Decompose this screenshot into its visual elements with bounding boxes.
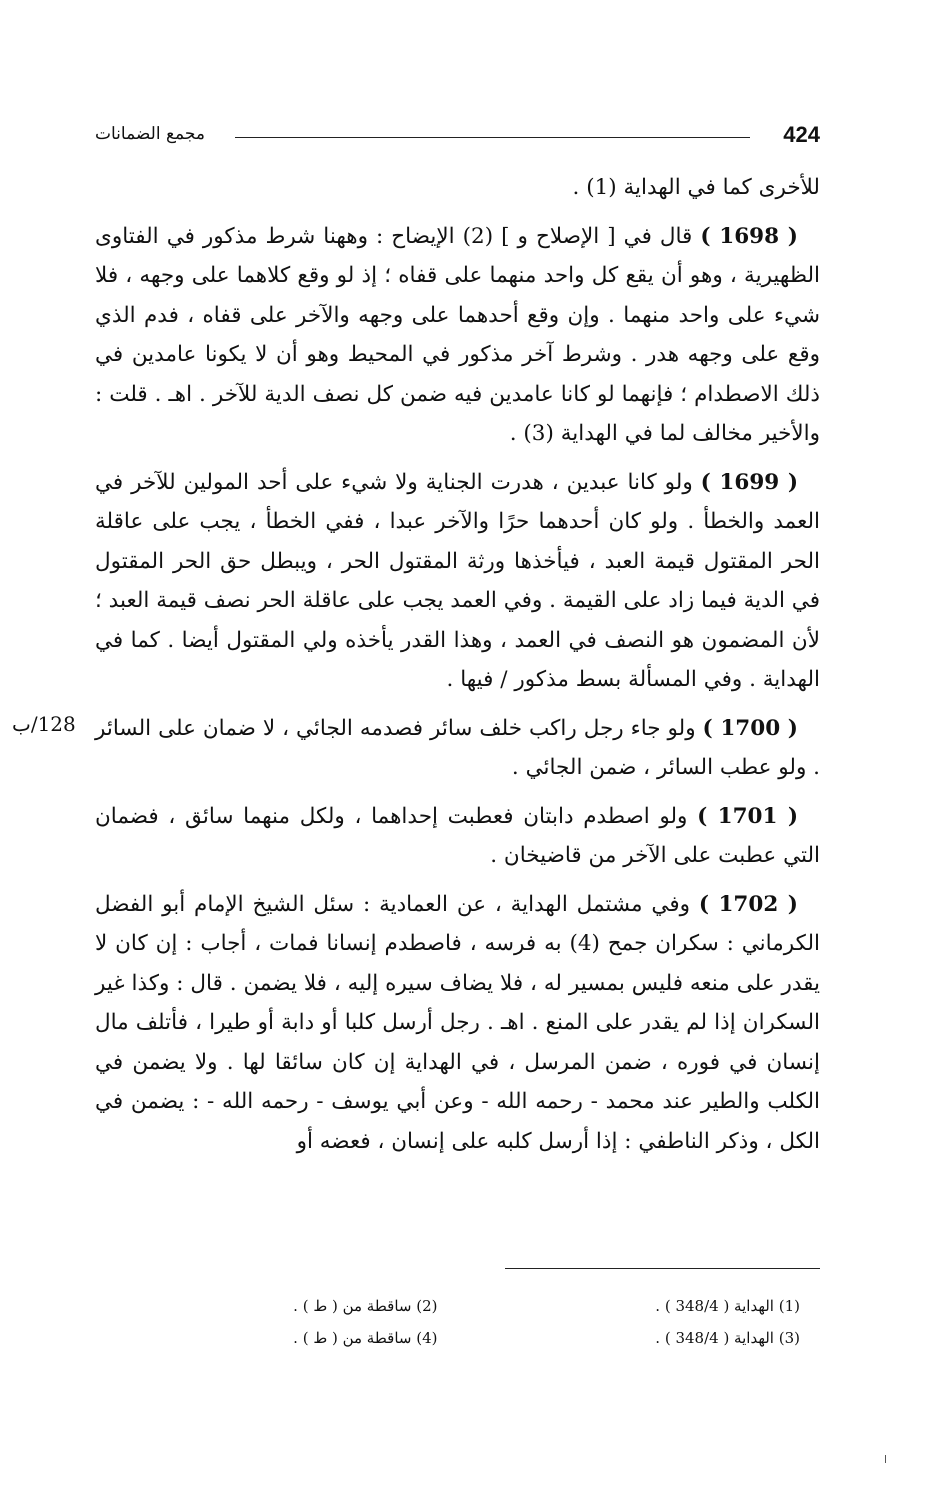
main-text: [95, 168, 820, 1170]
running-header: [95, 122, 820, 158]
paragraph: [95, 885, 820, 1162]
paragraph: [95, 797, 820, 876]
footnotes: [95, 1290, 820, 1354]
footnote: (3) الهداية ( 348/4 ) .: [655, 1329, 800, 1347]
issue-number: ( 1701 ): [697, 803, 798, 829]
footnote-row: [95, 1290, 820, 1322]
paragraph: [95, 168, 820, 208]
edge-mark: [885, 1455, 886, 1463]
paragraph: [95, 709, 820, 788]
paragraph: [95, 463, 820, 700]
paragraph: [95, 217, 820, 454]
paragraph-text: للأخرى كما في الهداية (1) .: [572, 175, 820, 200]
paragraph-text: ولو جاء رجل راكب خلف سائر فصدمه الجائي ، لا ضمان على السائر . ولو عطب السائر ، ضمن الجائي .: [95, 715, 820, 780]
paragraph-text: قال في [ الإصلاح و ] (2) الإيضاح : وههنا شرط مذكور في الفتاوى الظهيرية ، وهو أن يقع كل واحد منهما على قفاه ؛ إذ لو وقع كلاهما على وجهه ، فلا شيء على واحد منهما . وإن وقع أحدهما على وجهه والآخر على قفاه ، فدم الذي وقع على وجهه هدر . وشرط آخر مذكور في المحيط وهو أن لا يكونا عامدين في ذلك الاصطدام ؛ فإنهما لو كانا عامدين فيه ضمن كل نصف الدية للآخر . اهـ . قلت : والأخير مخالف لما في الهداية (3) .: [95, 223, 820, 446]
page-number: 424: [783, 122, 820, 147]
issue-number: ( 1700 ): [702, 715, 798, 741]
manuscript-folio-note: 128/ب: [12, 712, 76, 736]
footnote: (2) ساقطة من ( ط ) .: [293, 1297, 438, 1315]
issue-number: ( 1702 ): [698, 891, 798, 917]
paragraph-text: ولو كانا عبدين ، هدرت الجناية ولا شيء على أحد المولين للآخر في العمد والخطأ . ولو كان أحدهما حرًا والآخر عبدا ، ففي الخطأ ، يجب على عاقلة الحر المقتول قيمة العبد ، فيأخذها ورثة المقتول الحر ، ويبطل حق الحر المقتول في الدية فيما زاد على القيمة . وفي العمد يجب على عاقلة الحر نصف قيمة العبد ؛ لأن المضمون هو النصف في العمد ، وهذا القدر يأخذه ولي المقتول أيضا . كما في الهداية . وفي المسألة بسط مذكور / فيها .: [95, 469, 820, 692]
footnote: (1) الهداية ( 348/4 ) .: [655, 1297, 800, 1315]
footnote-row: [95, 1322, 820, 1354]
footnote: (4) ساقطة من ( ط ) .: [293, 1329, 438, 1347]
header-rule: [235, 137, 750, 138]
book-title: مجمع الضمانات: [95, 124, 205, 144]
issue-number: ( 1699 ): [700, 469, 798, 495]
paragraph-text: وفي مشتمل الهداية ، عن العمادية : سئل الشيخ الإمام أبو الفضل الكرماني : سكران جمح (4) به فرسه ، فاصطدم إنسانا فمات ، أجاب : إن كان لا يقدر على منعه فليس بمسير له ، فلا يضاف سيره إليه ، فلا يضمن . قال : وكذا غير السكران إذا لم يقدر على المنع . اهـ . رجل أرسل كلبا أو دابة أو طيرا ، فأتلف مال إنسان في فوره ، ضمن المرسل ، في الهداية إن كان سائقا لها . ولا يضمن في الكلب والطير عند محمد - رحمه الله - وعن أبي يوسف - رحمه الله - : يضمن في الكل ، وذكر الناطفي : إذا أرسل كلبه على إنسان ، فعضه أو: [95, 891, 820, 1154]
paragraph-text: ولو اصطدم دابتان فعطبت إحداهما ، ولكل منهما سائق ، فضمان التي عطبت على الآخر من قاضيخان .: [95, 803, 820, 868]
footnote-rule: [505, 1268, 820, 1269]
issue-number: ( 1698 ): [700, 223, 798, 249]
